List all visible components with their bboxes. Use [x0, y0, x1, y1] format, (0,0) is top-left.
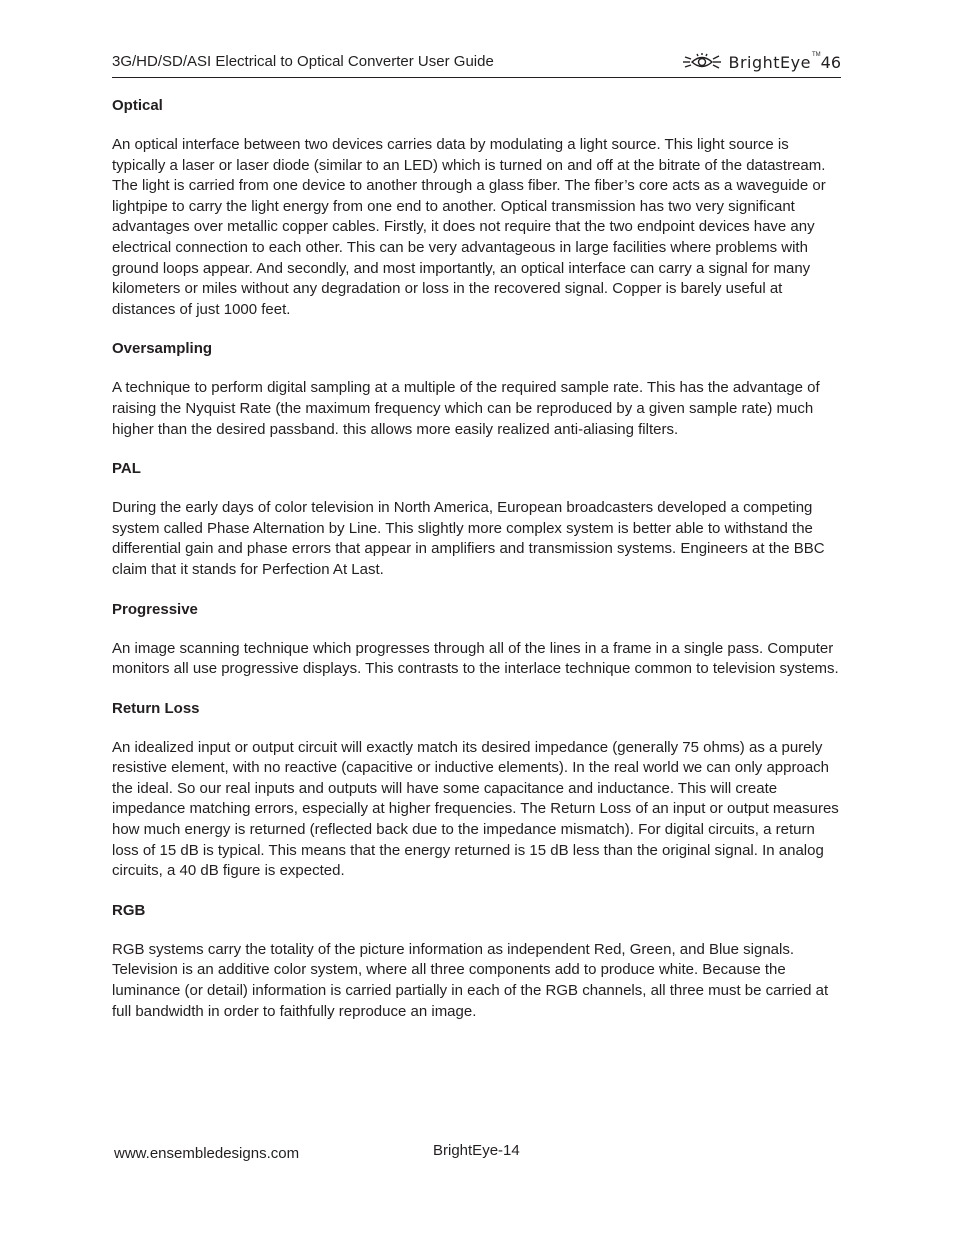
logo-name: BrightEye	[728, 52, 811, 72]
term-heading: Oversampling	[112, 340, 213, 358]
glossary-content	[112, 96, 841, 1041]
term-definition: During the early days of color television in North America, European broadcasters developed a competing system called Phase Alternation by Line. This slightly more complex system is better able to withstand the differential gain and phase errors that appear in amplifiers and transmission systems. Engineers at the BBC claim that it stands for Perfection At Last.	[112, 499, 825, 578]
term-heading: PAL	[112, 460, 141, 478]
term-heading: Return Loss	[112, 699, 200, 717]
eye-logo-icon	[682, 52, 722, 72]
glossary-entry-oversampling	[112, 339, 841, 440]
glossary-entry-optical	[112, 96, 841, 320]
footer-page-number: BrightEye-14	[433, 1142, 520, 1159]
glossary-entry-rgb	[112, 901, 841, 1022]
footer-website: www.ensembledesigns.com	[114, 1145, 300, 1162]
logo-number: 46	[820, 52, 841, 72]
term-definition: An image scanning technique which progresses through all of the lines in a frame in a single pass. Computer monitors all use progressive displays. This contrasts to the interlace technique common to television systems.	[112, 639, 839, 678]
term-heading: RGB	[112, 901, 146, 919]
term-definition: A technique to perform digital sampling at a multiple of the required sample rate. This has the advantage of raising the Nyquist Rate (the maximum frequency which can be reproduced by a given sample rate) much higher than the desired passband. this allows more easily realized anti-aliasing filters.	[112, 379, 820, 438]
page-header	[112, 50, 841, 78]
glossary-entry-return-loss	[112, 699, 841, 882]
term-heading: Progressive	[112, 600, 198, 618]
header-title: 3G/HD/SD/ASI Electrical to Optical Converter User Guide	[112, 53, 494, 70]
term-heading: Optical	[112, 97, 163, 114]
glossary-entry-progressive	[112, 600, 841, 680]
logo-trademark: TM	[811, 52, 821, 58]
glossary-entry-pal	[112, 459, 841, 580]
term-definition: RGB systems carry the totality of the picture information as independent Red, Green, and Blue signals. Television is an additive color system, where all three components add to produce white. Because the luminance (or detail) information is carried partially in each of the RGB channels, all three must be carried at full bandwidth in order to faithfully reproduce an image.	[112, 940, 829, 1020]
term-definition: An idealized input or output circuit will exactly match its desired impedance (generally 75 ohms) as a purely resistive element, with no reactive (capacitive or inductive elements). In the real world we can only approach the ideal. So our real inputs and outputs will have some capacitance and inductance. This will create impedance matching errors, especially at higher frequencies. The Return Loss of an input or output measures how much energy is returned (reflected back due to the impedance mismatch). For digital circuits, a return loss of 15 dB is typical. This means that the energy returned is 15 dB less than the original signal. In analog circuits, a 40 dB figure is expected.	[112, 738, 839, 880]
term-definition: An optical interface between two devices carries data by modulating a light source. This light source is typically a laser or laser diode (similar to an LED) which is turned on and off at the bitrate of the datastream. The light is carried from one device to another through a glass fiber. The fiber’s core acts as a waveguide or lightpipe to carry the light energy from one end to another. Optical transmission has two very significant advantages over metallic copper cables. Firstly, it does not require that the two endpoint devices have any electrical connection to each other. This can be very advantageous in large facilities where problems with ground loops appear. And secondly, and most importantly, an optical interface can carry a signal for many kilometers or miles without any degradation or loss in the recovered signal. Copper is barely useful at distances of just 1000 feet.	[112, 136, 826, 318]
brighteye-logo	[682, 50, 841, 74]
